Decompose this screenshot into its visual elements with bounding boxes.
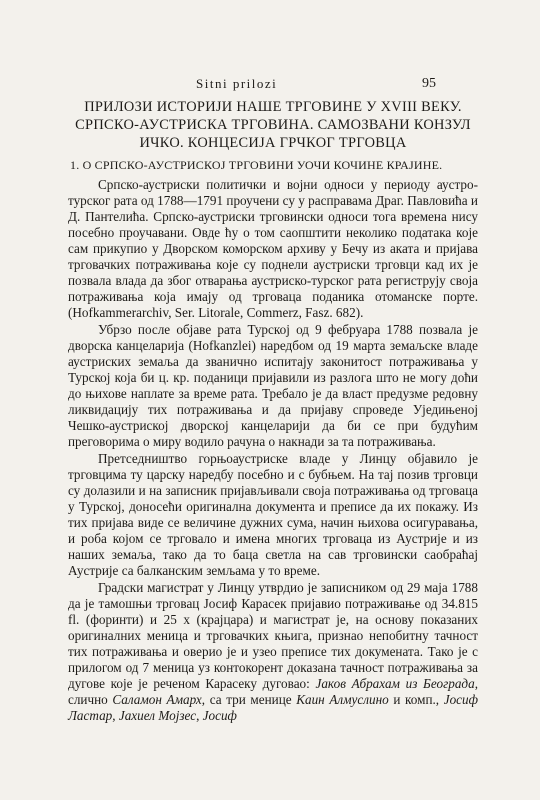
running-head-title: Sitni prilozi xyxy=(196,76,278,91)
paragraph-text: Градски магистрат у Линцу утврдио је записником од 29 маја 1788 да је тамошњи трговац Јосиф Карасек пријавио потраживање од 34.815 fl. (форинти) и 25 х (крајцара) и магистрат је, на основу показаних оригиналних меница и трговачких књига, признао непобитну тачност тих потраживања и оверио је и узео преписе тих докумената. Тако је с прилогом од 7 меница уз контокорент доказана тачност потраживања за дугове које је реченом Карасеку дуговао: xyxy=(68,580,478,691)
separator-text: и комп., xyxy=(388,692,444,707)
paragraph: Претседништво горњоаустриске владе у Линцу објавило је трговцима ту царску наредбу посебно и с бубњем. На тај позив трговци су долазили и на записник пријављивали своја потраживања од трговаца у Турској, доносећи оригинална документа и преписе да их покажу. Из тих пријава виде се величине дужних сума, начин њихова осигуравања, и роба којом се трговало и имена многих трговаца из Аустрије и из наших земаља, тако да то баца светла на сав трговински саобраћај Аустрије са балканским земљама у то време. xyxy=(68,451,478,578)
separator-text: , xyxy=(196,708,203,723)
person-name: Јосиф xyxy=(202,708,237,723)
separator-text: , xyxy=(112,708,119,723)
section-heading: 1. О СРПСКО-АУСТРИСКОЈ ТРГОВИНИ УОЧИ КОЧИНЕ КРАЈИНЕ. xyxy=(70,158,443,172)
article-title-line: ПРИЛОЗИ ИСТОРИЈИ НАШЕ ТРГОВИНЕ У XVIII ВЕКУ. xyxy=(84,99,462,115)
person-name: Јахиел Мојзес xyxy=(118,708,197,723)
article-title-line: ИЧКО. КОНЦЕСИЈА ГРЧКОГ ТРГОВЦА xyxy=(139,135,407,151)
article-title-line: СРПСКО-АУСТРИСКА ТРГОВИНА. САМОЗВАНИ КОНЗУЛ xyxy=(75,117,471,133)
separator-text: , са три менице xyxy=(201,692,297,707)
body-text xyxy=(68,177,478,725)
running-head xyxy=(0,76,540,94)
paragraph: Убрзо после објаве рата Турској од 9 фебруара 1788 позвала је дворска канцеларија (Hofkanzlei) наредбом од 19 марта земаљске владе аустриских земаља да званично испитају законитост потраживања у Турској која би ц. кр. поданици пријавили из разлога што не могу доћи до њихове наплате за време рата. Требало је да власт предузме редовну ликвидацију тих потраживања и да пријаву спроведе Уједињеној Чешко-аустриској дворској канцеларији да би се при будућим преговорима о миру водило рачуна о накнади за та потраживања. xyxy=(68,322,478,449)
article-title xyxy=(68,98,478,152)
person-name: Каин Алмуслино xyxy=(296,692,389,707)
paragraph: Српско-аустриски политички и војни односи у периоду аустро-турског рата од 1788—1791 проучени су у расправама Драг. Павловића и Д. Пантелића. Српско-аустриски трговински односи тога времена нису посебно проучавани. Овде ћу о том саопштити неколико података које сам прикупио у Дворском коморском архиву у Бечу из аката и пријава трговачких потраживања које су поднели аустриски трговци кад их је позвала влада да због отварања аустриско-турског рата региструју своја потраживања која имају од трговаца поданика отоманске порте. (Hofkammerarchiv, Ser. Litorale, Commerz, Fasz. 682). xyxy=(68,177,478,320)
paragraph xyxy=(68,580,478,724)
page-number: 95 xyxy=(422,76,436,91)
separator-text: , слично xyxy=(68,676,478,707)
person-name: Јосиф Ластар xyxy=(68,692,478,723)
person-name: Јаков Абрахам из Београда xyxy=(315,676,475,691)
person-name: Саламон Амарх xyxy=(112,692,202,707)
